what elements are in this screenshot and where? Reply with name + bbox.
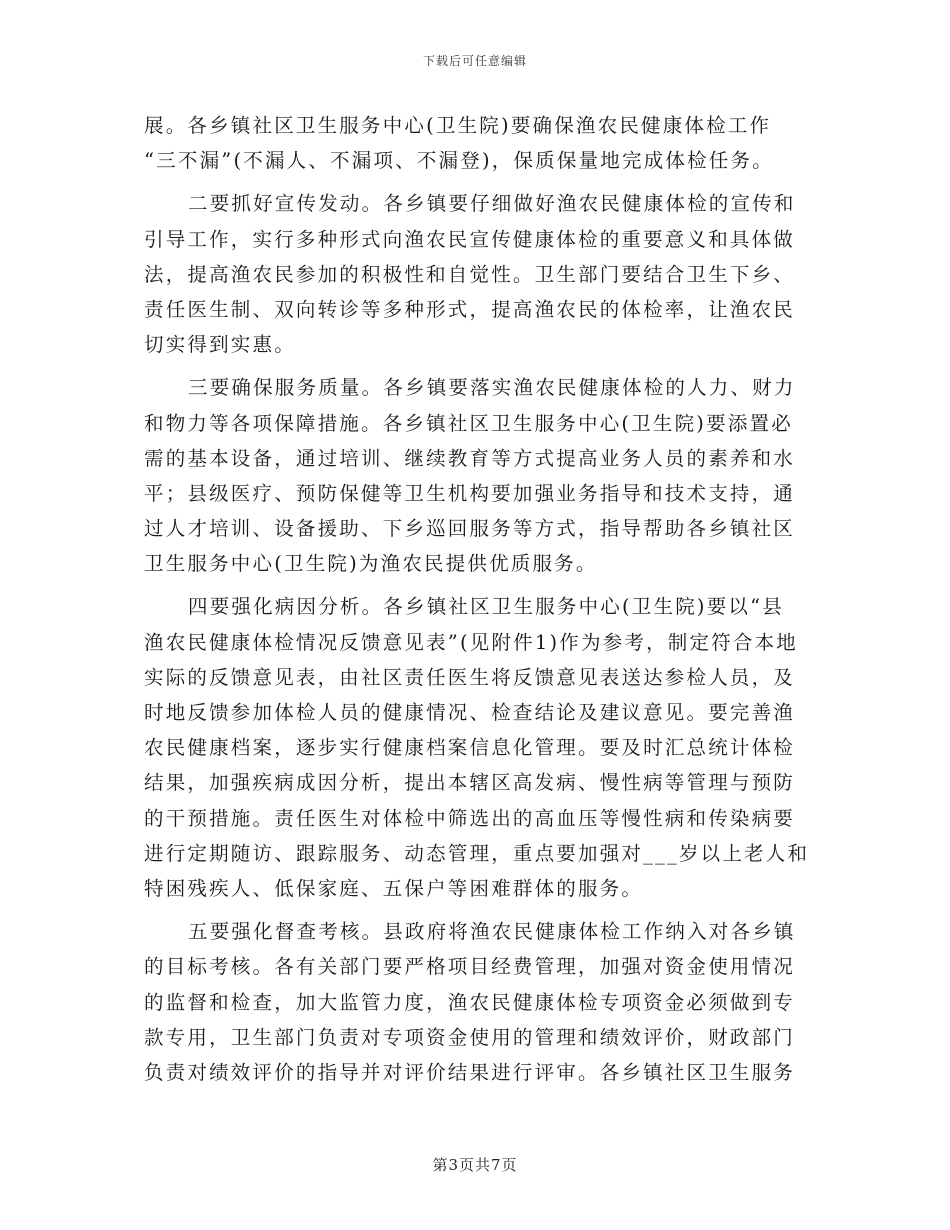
text-line: 负责对绩效评价的指导并对评价结果进行评审。各乡镇社区卫生服务 — [144, 1060, 796, 1084]
text-line: 需的基本设备，通过培训、继续教育等方式提高业务人员的素养和水 — [144, 446, 796, 470]
text-line: 引导工作，实行多种形式向渔农民宣传健康体检的重要意义和具体做 — [144, 227, 796, 251]
text-line: “三不漏”(不漏人、不漏项、不漏登)，保质保量地完成体检任务。 — [144, 149, 774, 173]
text-line: 展。各乡镇社区卫生服务中心(卫生院)要确保渔农民健康体检工作 — [144, 114, 772, 137]
page-number: 第3页共7页 — [432, 1156, 518, 1174]
text-line: 进行定期随访、跟踪服务、动态管理，重点要加强对___岁以上老人和 — [144, 841, 810, 865]
text-line: 责任医生制、双向转诊等多种形式，提高渔农民的体检率，让渔农民 — [144, 297, 796, 321]
text-line: 的干预措施。责任医生对体检中筛选出的高血压等慢性病和传染病要 — [144, 806, 796, 830]
text-line: 特困残疾人、低保家庭、五保户等困难群体的服务。 — [144, 876, 644, 900]
text-line: 实际的反馈意见表，由社区责任医生将反馈意见表送达参检人员，及 — [144, 665, 796, 689]
document-body — [144, 108, 808, 1090]
text-line: 四要强化病因分析。各乡镇社区卫生服务中心(卫生院)要以“县 — [188, 595, 784, 619]
text-line: 渔农民健康体检情况反馈意见表”(见附件1)作为参考，制定符合本地 — [144, 630, 798, 654]
text-line: 过人才培训、设备援助、下乡巡回服务等方式，指导帮助各乡镇社区 — [144, 517, 796, 541]
text-line: 时地反馈参加体检人员的健康情况、检查结论及建议意见。要完善渔 — [144, 701, 796, 724]
paragraph — [144, 108, 808, 178]
paragraph — [144, 186, 808, 362]
text-line: 结果，加强疾病成因分析，提出本辖区高发病、慢性病等管理与预防 — [144, 771, 796, 795]
text-line: 和物力等各项保障措施。各乡镇社区卫生服务中心(卫生院)要添置必 — [144, 411, 793, 435]
text-line: 平；县级医疗、预防保健等卫生机构要加强业务指导和技术支持，通 — [144, 481, 796, 505]
paragraph — [144, 589, 808, 906]
text-line: 款专用，卫生部门负责对专项资金使用的管理和绩效评价，财政部门 — [144, 1025, 796, 1049]
text-line: 卫生服务中心(卫生院)为渔农民提供优质服务。 — [144, 552, 598, 576]
text-line: 切实得到实惠。 — [144, 333, 296, 357]
text-line: 三要确保服务质量。各乡镇要落实渔农民健康体检的人力、财力 — [188, 376, 796, 400]
text-line: 农民健康档案，逐步实行健康档案信息化管理。要及时汇总统计体检 — [144, 736, 796, 760]
text-line: 的目标考核。各有关部门要严格项目经费管理，加强对资金使用情况 — [144, 955, 796, 979]
text-line: 二要抓好宣传发动。各乡镇要仔细做好渔农民健康体检的宣传和 — [188, 192, 796, 216]
page-header: 下载后可任意编辑 — [422, 54, 527, 68]
text-line: 五要强化督查考核。县政府将渔农民健康体检工作纳入对各乡镇 — [188, 920, 796, 944]
text-line: 的监督和检查，加大监管力度，渔农民健康体检专项资金必须做到专 — [144, 990, 796, 1014]
text-line: 法，提高渔农民参加的积极性和自觉性。卫生部门要结合卫生下乡、 — [144, 262, 796, 286]
paragraph — [144, 914, 808, 1090]
paragraph — [144, 370, 808, 581]
